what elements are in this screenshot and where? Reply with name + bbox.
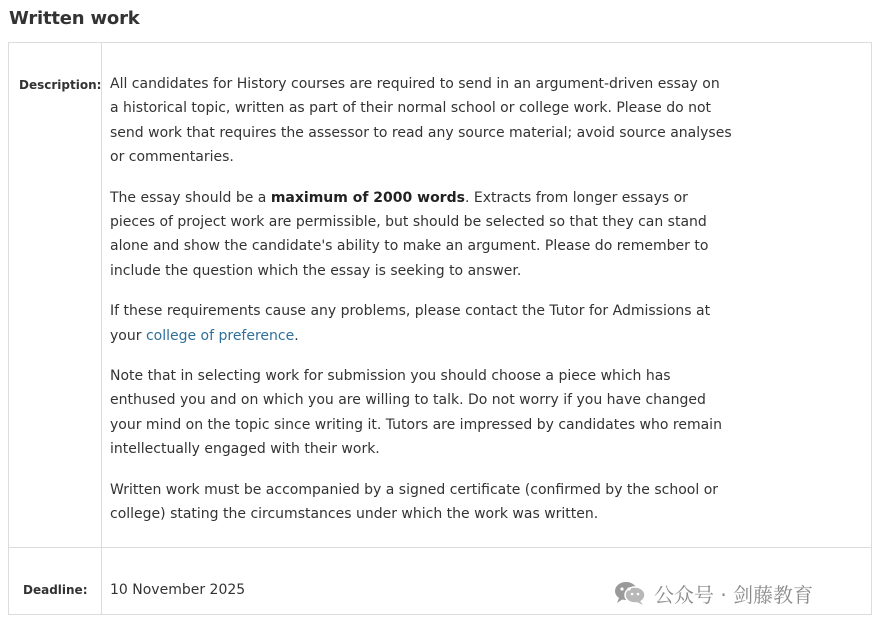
description-paragraph-4: Note that in selecting work for submission you should choose a piece which has enthused you and on which you are willing to talk. Do not worry if you have changed your mind on the topic since writing it. Tutors are impressed by candidates who remain intellectually engaged with their work. (110, 368, 722, 458)
p2-text-start: The essay should be a (110, 189, 271, 206)
description-paragraph-2 (110, 186, 732, 284)
deadline-value: 10 November 2025 (102, 548, 872, 615)
deadline-label: Deadline: (23, 583, 88, 597)
watermark-text: 公众号 · 剑藤教育 (654, 582, 814, 607)
description-label-cell (9, 43, 102, 548)
description-paragraph-5: Written work must be accompanied by a signed certificate (confirmed by the school or college) stating the circumstances under which the work was written. (110, 481, 719, 523)
p3-text-end: . (294, 327, 299, 344)
description-label: Description: (19, 78, 102, 92)
college-of-preference-link[interactable]: college of preference (145, 327, 295, 344)
p2-text-end: . Extracts from longer essays or pieces of project work are permissible, but should be selected so that they can stand alone and show the candidate's ability to make an argument. Please do remember to include the question which the essay is seeking to answer. (110, 189, 709, 279)
description-content (102, 43, 872, 548)
description-row (9, 43, 872, 548)
deadline-label-cell (9, 548, 102, 615)
page-title: Written work (9, 8, 140, 29)
description-paragraph-3 (110, 299, 732, 348)
p3-text-start: If these requirements cause any problems, please contact the Tutor for Admissions at your (110, 303, 711, 344)
wechat-icon (614, 580, 646, 606)
info-table (8, 42, 872, 615)
word-limit: maximum of 2000 words (270, 189, 465, 206)
description-paragraph-1: All candidates for History courses are required to send in an argument-driven essay on a historical topic, written as part of their normal school or college work. Please do not send work that requires the assessor to read any source material; avoid source analyses or commentaries. (110, 76, 732, 166)
watermark (614, 578, 813, 608)
